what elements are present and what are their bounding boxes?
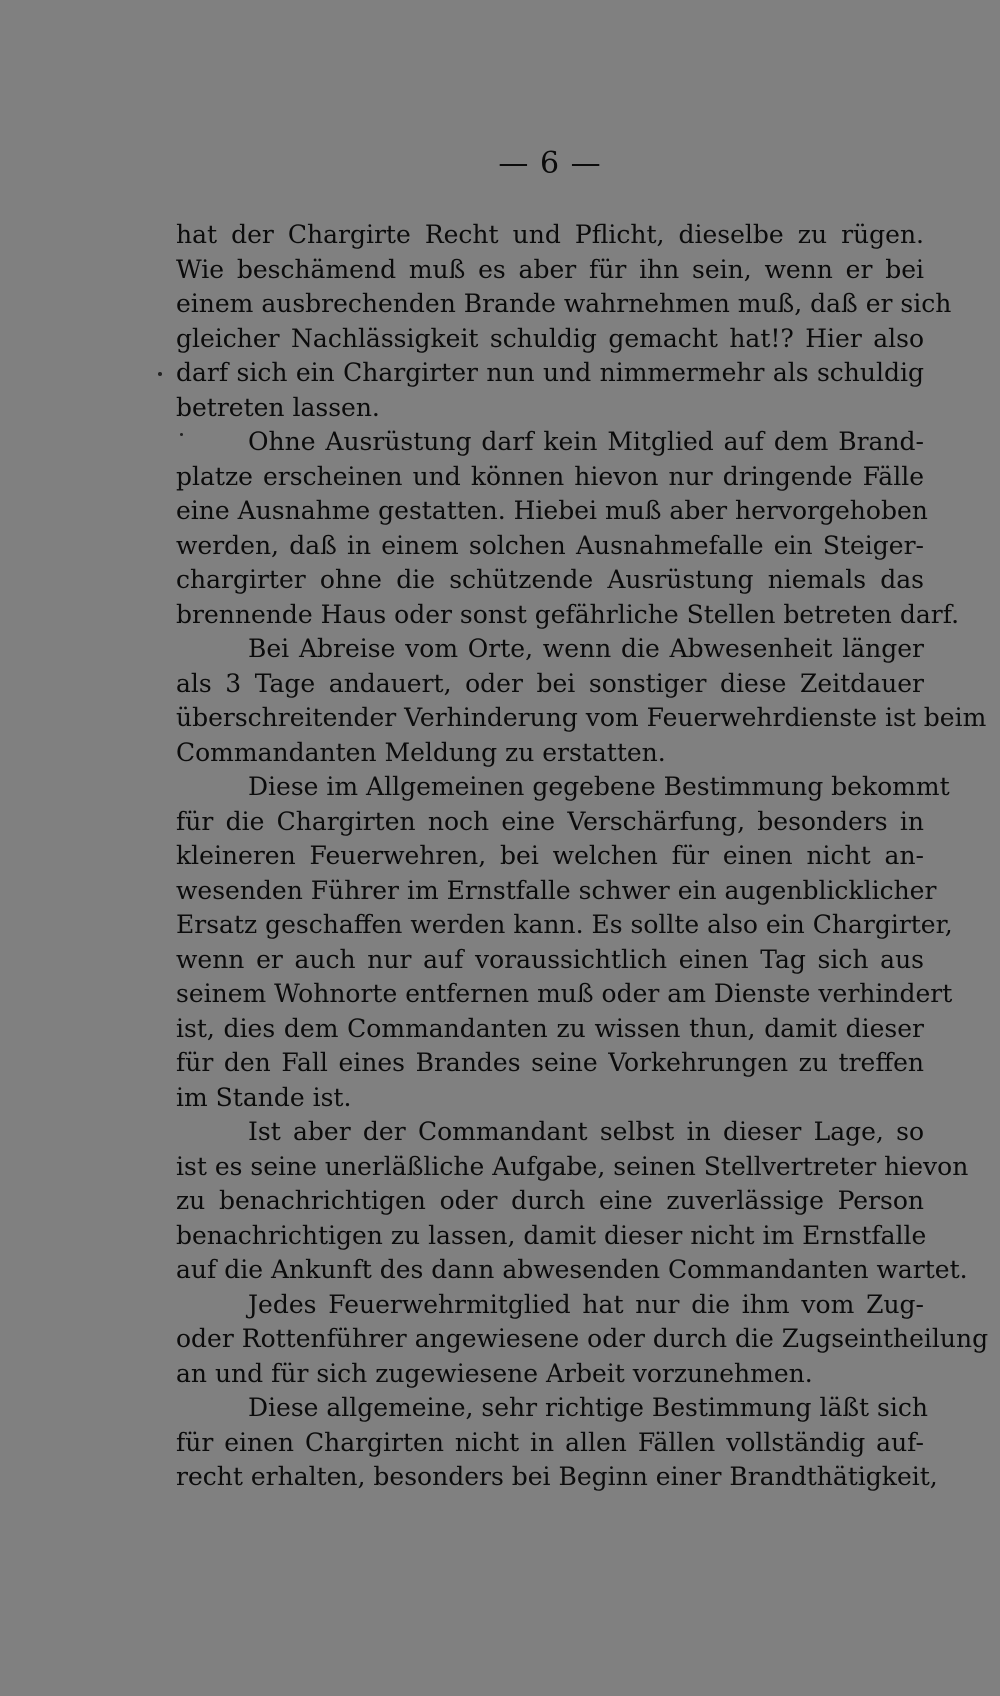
- text-line: hat der Chargirte Recht und Pflicht, dieselbe zu rügen.: [176, 220, 924, 249]
- text-line: Bei Abreise vom Orte, wenn die Abwesenheit länger: [248, 634, 924, 663]
- text-line: gleicher Nachlässigkeit schuldig gemacht hat!? Hier also: [176, 323, 924, 353]
- text-line: oder Rottenführer angewiesene oder durch die Zugseintheilung: [176, 1324, 989, 1353]
- body-text: [176, 218, 989, 1495]
- text-line: Diese im Allgemeinen gegebene Bestimmung bekommt: [248, 772, 950, 801]
- text-line: Diese allgemeine, sehr richtige Bestimmung läßt sich: [248, 1393, 928, 1422]
- print-speck: [180, 433, 183, 436]
- text-line: Commandanten Meldung zu erstatten.: [176, 737, 666, 767]
- text-line: eine Ausnahme gestatten. Hiebei muß aber hervorgehoben: [176, 496, 928, 525]
- page-number: — 6 —: [498, 146, 602, 181]
- text-line: seinem Wohnorte entfernen muß oder am Dienste verhindert: [176, 979, 953, 1008]
- text-line: Wie beschämend muß es aber für ihn sein, wenn er bei: [176, 254, 924, 284]
- text-line: platze erscheinen und können hievon nur dringende Fälle: [176, 461, 924, 491]
- text-line: ist es seine unerläßliche Aufgabe, seinen Stellvertreter hievon: [176, 1151, 969, 1181]
- text-line: wenn er auch nur auf voraussichtlich einen Tag sich aus: [176, 944, 924, 974]
- text-line: darf sich ein Chargirter nun und nimmermehr als schuldig: [176, 358, 924, 387]
- text-line: ist, dies dem Commandanten zu wissen thun, damit dieser: [176, 1013, 924, 1043]
- text-line: an und für sich zugewiesene Arbeit vorzunehmen.: [176, 1358, 813, 1388]
- text-line: chargirter ohne die schützende Ausrüstung niemals das: [176, 565, 924, 594]
- text-line: brennende Haus oder sonst gefährliche Stellen betreten darf.: [176, 599, 960, 629]
- text-line: im Stande ist.: [176, 1082, 352, 1112]
- text-line: als 3 Tage andauert, oder bei sonstiger diese Zeitdauer: [176, 668, 924, 698]
- text-line: recht erhalten, besonders bei Beginn einer Brandthätigkeit,: [176, 1462, 938, 1491]
- text-line: auf die Ankunft des dann abwesenden Commandanten wartet.: [176, 1255, 968, 1284]
- text-line: überschreitender Verhinderung vom Feuerwehrdienste ist beim: [176, 703, 987, 732]
- print-speck: [158, 372, 162, 376]
- text-line: für einen Chargirten nicht in allen Fällen vollständig auf-: [176, 1427, 924, 1457]
- text-line: Ist aber der Commandant selbst in dieser Lage, so: [248, 1117, 924, 1146]
- text-line: Ohne Ausrüstung darf kein Mitglied auf dem Brand-: [248, 427, 924, 456]
- text-line: betreten lassen.: [176, 392, 380, 422]
- text-line: Ersatz geschaffen werden kann. Es sollte also ein Chargirter,: [176, 910, 953, 939]
- text-line: für die Chargirten noch eine Verschärfung, besonders in: [176, 806, 924, 836]
- text-line: wesenden Führer im Ernstfalle schwer ein augenblicklicher: [176, 875, 937, 905]
- text-line: zu benachrichtigen oder durch eine zuverlässige Person: [176, 1186, 924, 1215]
- text-line: einem ausbrechenden Brande wahrnehmen muß, daß er sich: [176, 289, 952, 318]
- text-line: Jedes Feuerwehrmitglied hat nur die ihm vom Zug-: [248, 1289, 924, 1319]
- text-line: werden, daß in einem solchen Ausnahmefalle ein Steiger-: [176, 530, 924, 560]
- text-line: kleineren Feuerwehren, bei welchen für einen nicht an-: [176, 841, 924, 870]
- text-line: benachrichtigen zu lassen, damit dieser nicht im Ernstfalle: [176, 1220, 927, 1250]
- text-line: für den Fall eines Brandes seine Vorkehrungen zu treffen: [176, 1048, 924, 1077]
